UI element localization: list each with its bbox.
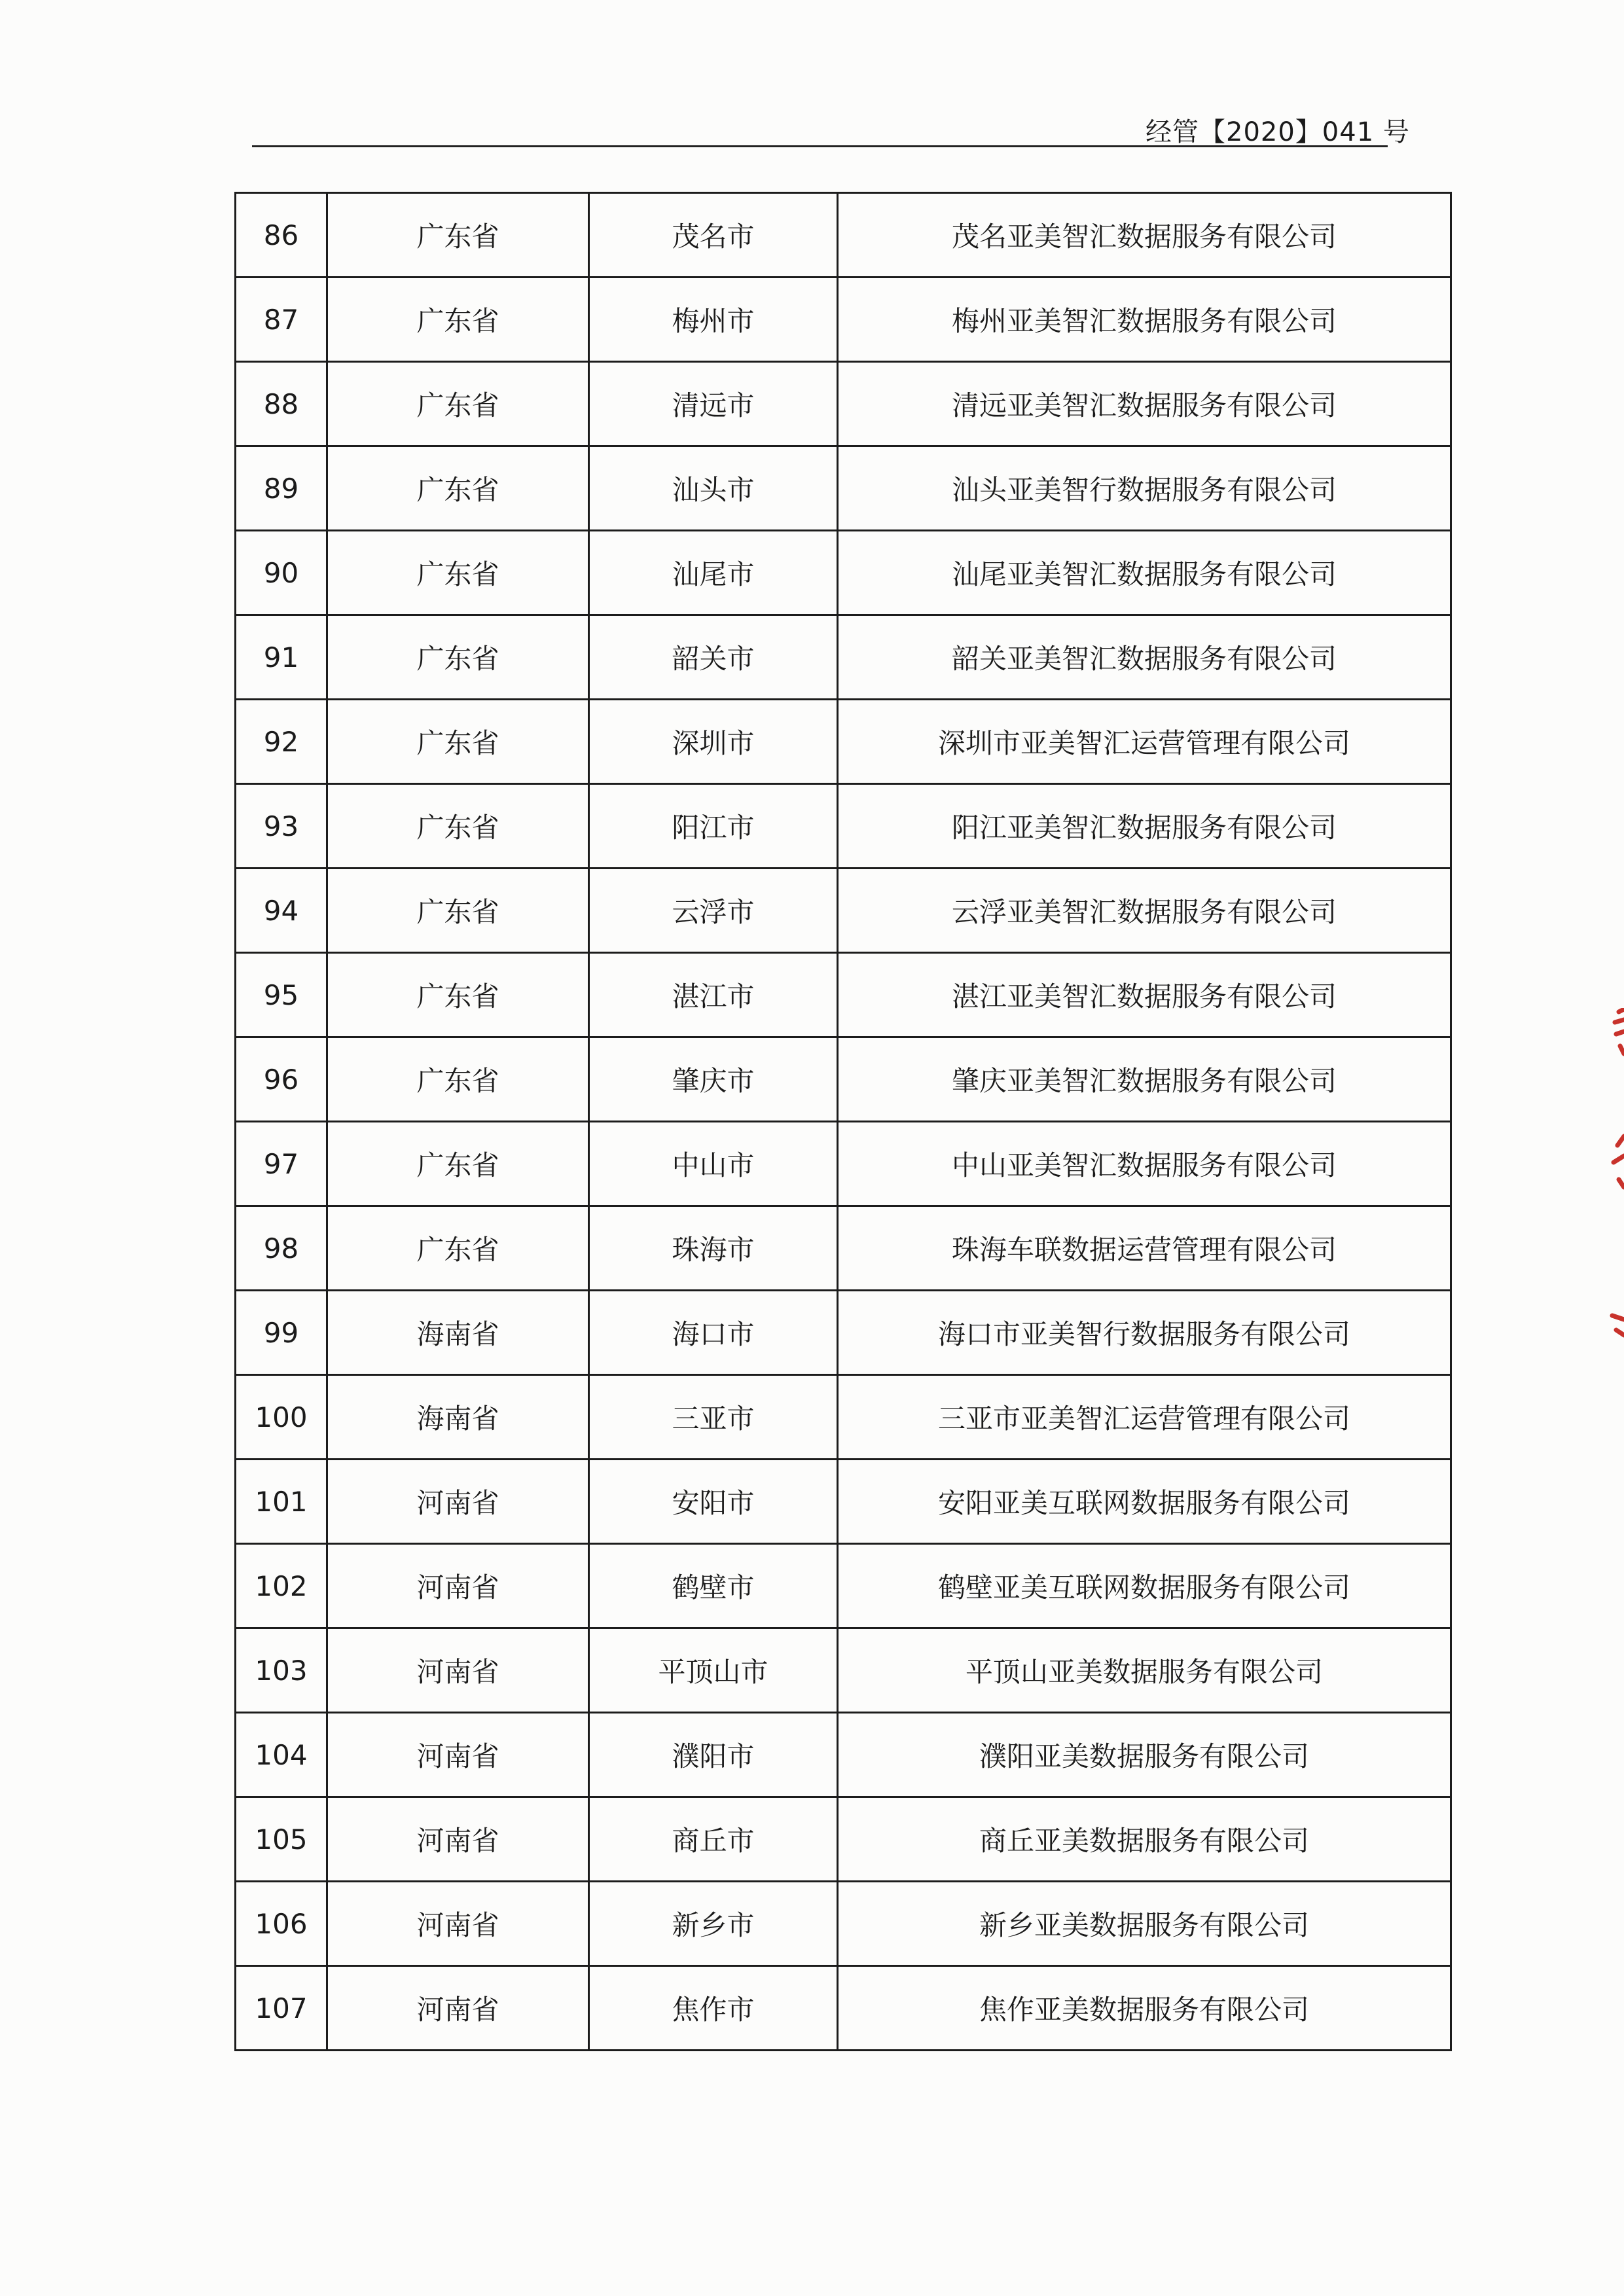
company-name-cell: 韶关亚美智汇数据服务有限公司 bbox=[838, 615, 1451, 700]
table-row bbox=[236, 446, 1451, 531]
company-name-cell: 深圳市亚美智汇运营管理有限公司 bbox=[838, 700, 1451, 784]
company-roster bbox=[234, 192, 1450, 2051]
table-row bbox=[236, 700, 1451, 784]
table-row bbox=[236, 1713, 1451, 1797]
province-cell: 广东省 bbox=[327, 784, 589, 869]
row-number: 94 bbox=[236, 869, 327, 953]
company-name-cell: 梅州亚美智汇数据服务有限公司 bbox=[838, 278, 1451, 362]
row-number: 88 bbox=[236, 362, 327, 446]
province-cell: 河南省 bbox=[327, 1460, 589, 1544]
company-name-cell: 三亚市亚美智汇运营管理有限公司 bbox=[838, 1375, 1451, 1460]
table-row bbox=[236, 1206, 1451, 1291]
table-row bbox=[236, 1882, 1451, 1966]
row-number: 96 bbox=[236, 1037, 327, 1122]
company-name-cell: 阳江亚美智汇数据服务有限公司 bbox=[838, 784, 1451, 869]
row-number: 90 bbox=[236, 531, 327, 615]
row-number: 98 bbox=[236, 1206, 327, 1291]
row-number: 102 bbox=[236, 1544, 327, 1628]
table-row bbox=[236, 953, 1451, 1037]
company-name-cell: 肇庆亚美智汇数据服务有限公司 bbox=[838, 1037, 1451, 1122]
row-number: 104 bbox=[236, 1713, 327, 1797]
table-row bbox=[236, 531, 1451, 615]
province-cell: 广东省 bbox=[327, 953, 589, 1037]
province-cell: 广东省 bbox=[327, 615, 589, 700]
table-row bbox=[236, 1037, 1451, 1122]
province-cell: 河南省 bbox=[327, 1882, 589, 1966]
city-cell: 阳江市 bbox=[589, 784, 838, 869]
row-number: 101 bbox=[236, 1460, 327, 1544]
province-cell: 河南省 bbox=[327, 1713, 589, 1797]
table-row bbox=[236, 1375, 1451, 1460]
city-cell: 濮阳市 bbox=[589, 1713, 838, 1797]
company-name-cell: 汕头亚美智行数据服务有限公司 bbox=[838, 446, 1451, 531]
province-cell: 海南省 bbox=[327, 1291, 589, 1375]
city-cell: 新乡市 bbox=[589, 1882, 838, 1966]
province-cell: 广东省 bbox=[327, 278, 589, 362]
table-row bbox=[236, 1544, 1451, 1628]
province-cell: 广东省 bbox=[327, 1206, 589, 1291]
city-cell: 深圳市 bbox=[589, 700, 838, 784]
city-cell: 鹤壁市 bbox=[589, 1544, 838, 1628]
company-name-cell: 湛江亚美智汇数据服务有限公司 bbox=[838, 953, 1451, 1037]
province-cell: 广东省 bbox=[327, 193, 589, 278]
province-cell: 广东省 bbox=[327, 700, 589, 784]
row-number: 92 bbox=[236, 700, 327, 784]
table-row bbox=[236, 615, 1451, 700]
table-row bbox=[236, 1460, 1451, 1544]
company-name-cell: 汕尾亚美智汇数据服务有限公司 bbox=[838, 531, 1451, 615]
row-number: 99 bbox=[236, 1291, 327, 1375]
province-cell: 广东省 bbox=[327, 1037, 589, 1122]
city-cell: 海口市 bbox=[589, 1291, 838, 1375]
company-name-cell: 安阳亚美互联网数据服务有限公司 bbox=[838, 1460, 1451, 1544]
city-cell: 商丘市 bbox=[589, 1797, 838, 1882]
city-cell: 梅州市 bbox=[589, 278, 838, 362]
table-row bbox=[236, 278, 1451, 362]
province-cell: 河南省 bbox=[327, 1544, 589, 1628]
province-cell: 海南省 bbox=[327, 1375, 589, 1460]
city-cell: 湛江市 bbox=[589, 953, 838, 1037]
province-cell: 广东省 bbox=[327, 1122, 589, 1206]
city-cell: 中山市 bbox=[589, 1122, 838, 1206]
city-cell: 肇庆市 bbox=[589, 1037, 838, 1122]
table-row bbox=[236, 1797, 1451, 1882]
row-number: 87 bbox=[236, 278, 327, 362]
company-name-cell: 平顶山亚美数据服务有限公司 bbox=[838, 1628, 1451, 1713]
table-body bbox=[236, 193, 1451, 2051]
province-cell: 河南省 bbox=[327, 1966, 589, 2051]
city-cell: 韶关市 bbox=[589, 615, 838, 700]
row-number: 107 bbox=[236, 1966, 327, 2051]
city-cell: 焦作市 bbox=[589, 1966, 838, 2051]
row-number: 93 bbox=[236, 784, 327, 869]
row-number: 89 bbox=[236, 446, 327, 531]
city-cell: 清远市 bbox=[589, 362, 838, 446]
city-cell: 安阳市 bbox=[589, 1460, 838, 1544]
table-row bbox=[236, 1291, 1451, 1375]
city-cell: 三亚市 bbox=[589, 1375, 838, 1460]
company-name-cell: 新乡亚美数据服务有限公司 bbox=[838, 1882, 1451, 1966]
table-row bbox=[236, 1628, 1451, 1713]
table-row bbox=[236, 784, 1451, 869]
row-number: 91 bbox=[236, 615, 327, 700]
table-row bbox=[236, 869, 1451, 953]
city-cell: 云浮市 bbox=[589, 869, 838, 953]
document-number: 经管【2020】041 号 bbox=[1146, 117, 1410, 147]
province-cell: 广东省 bbox=[327, 531, 589, 615]
company-table bbox=[234, 192, 1452, 2051]
province-cell: 河南省 bbox=[327, 1628, 589, 1713]
city-cell: 汕尾市 bbox=[589, 531, 838, 615]
company-name-cell: 焦作亚美数据服务有限公司 bbox=[838, 1966, 1451, 2051]
row-number: 95 bbox=[236, 953, 327, 1037]
company-name-cell: 鹤壁亚美互联网数据服务有限公司 bbox=[838, 1544, 1451, 1628]
city-cell: 珠海市 bbox=[589, 1206, 838, 1291]
table-row bbox=[236, 1122, 1451, 1206]
row-number: 103 bbox=[236, 1628, 327, 1713]
company-name-cell: 商丘亚美数据服务有限公司 bbox=[838, 1797, 1451, 1882]
seal-stamp-fragment bbox=[1607, 1008, 1624, 1342]
province-cell: 广东省 bbox=[327, 869, 589, 953]
table-row bbox=[236, 362, 1451, 446]
row-number: 106 bbox=[236, 1882, 327, 1966]
header-rule bbox=[252, 145, 1388, 147]
table-row bbox=[236, 193, 1451, 278]
province-cell: 广东省 bbox=[327, 362, 589, 446]
row-number: 86 bbox=[236, 193, 327, 278]
city-cell: 茂名市 bbox=[589, 193, 838, 278]
company-name-cell: 珠海车联数据运营管理有限公司 bbox=[838, 1206, 1451, 1291]
row-number: 105 bbox=[236, 1797, 327, 1882]
row-number: 97 bbox=[236, 1122, 327, 1206]
province-cell: 河南省 bbox=[327, 1797, 589, 1882]
company-name-cell: 中山亚美智汇数据服务有限公司 bbox=[838, 1122, 1451, 1206]
city-cell: 汕头市 bbox=[589, 446, 838, 531]
province-cell: 广东省 bbox=[327, 446, 589, 531]
row-number: 100 bbox=[236, 1375, 327, 1460]
company-name-cell: 茂名亚美智汇数据服务有限公司 bbox=[838, 193, 1451, 278]
company-name-cell: 清远亚美智汇数据服务有限公司 bbox=[838, 362, 1451, 446]
company-name-cell: 海口市亚美智行数据服务有限公司 bbox=[838, 1291, 1451, 1375]
company-name-cell: 濮阳亚美数据服务有限公司 bbox=[838, 1713, 1451, 1797]
city-cell: 平顶山市 bbox=[589, 1628, 838, 1713]
table-row bbox=[236, 1966, 1451, 2051]
company-name-cell: 云浮亚美智汇数据服务有限公司 bbox=[838, 869, 1451, 953]
